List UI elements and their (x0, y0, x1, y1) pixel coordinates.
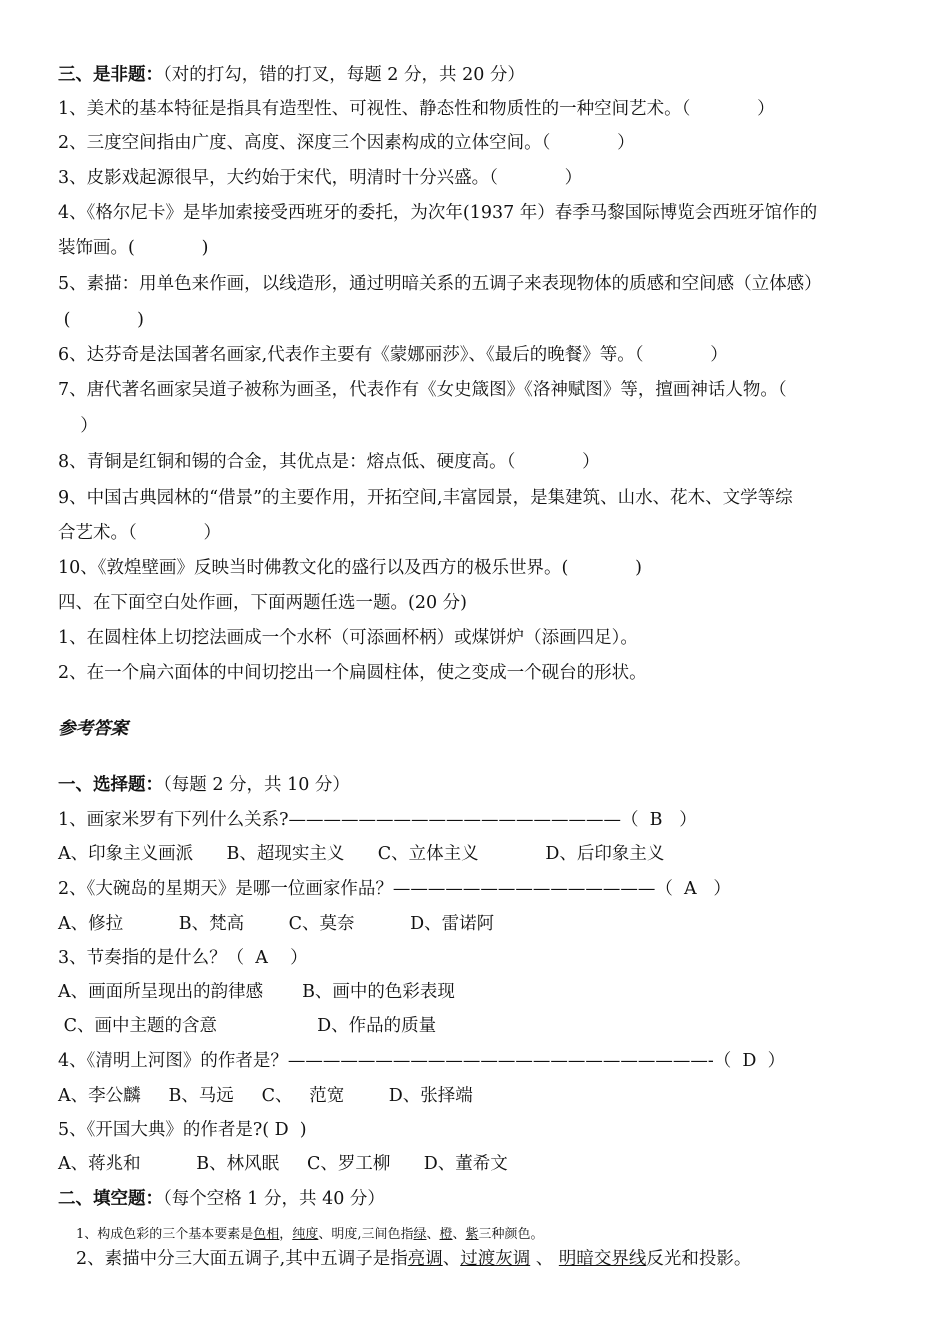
q1-separator: 、 (426, 1227, 440, 1242)
section3-item: 10、《敦煌壁画》反映当时佛教文化的盛行以及西方的极乐世界。( ) (58, 558, 642, 578)
section2-heading-line (58, 1188, 385, 1210)
section1-line: A、印象主义画派 B、超现实主义 C、立体主义 D、后印象主义 (58, 844, 665, 864)
q2-answer: 过渡灰调 (460, 1249, 531, 1269)
section3-item: 6、达芬奇是法国著名画家,代表作主要有《蒙娜丽莎》、《最后的晚餐》等。（ ） (58, 345, 728, 365)
q1-answer: 绿 (413, 1227, 427, 1242)
section1-line: 4、《清明上河图》的作者是？————————————————————————-（ D ） (58, 1051, 786, 1071)
section3-heading-note: （对的打勾，错的打叉，每题 2 分，共 20 分） (163, 65, 525, 85)
section1-line: C、画中主题的含意 D、作品的质量 (58, 1016, 437, 1036)
section4-item: 1、在圆柱体上切挖法画成一个水杯（可添画杯柄）或煤饼炉（添画四足）。 (58, 628, 638, 648)
q1-answer: 色相 (253, 1227, 280, 1242)
section1-heading-note: （每题 2 分，共 10 分） (163, 775, 350, 795)
q1-separator: 、 (452, 1227, 466, 1242)
q1-suffix: 三种颜色。 (478, 1227, 544, 1242)
q2-suffix: 反光和投影。 (646, 1249, 752, 1269)
section1-line: 2、《大碗岛的星期天》是哪一位画家作品？———————————————（ A ） (58, 879, 731, 899)
q1-answer: 橙 (439, 1227, 453, 1242)
section1-heading: 一、选择题： (58, 775, 163, 795)
q2-prefix: 2、素描中分三大面五调子,其中五调子是指 (76, 1249, 408, 1269)
section3-item: 4、《格尔尼卡》是毕加索接受西班牙的委托，为次年(1937 年）春季马黎国际博览会西班牙馆作的 (58, 203, 818, 223)
section3-item: ( ) (58, 310, 144, 330)
q2-separator: 、 (530, 1249, 559, 1269)
section1-line: A、蒋兆和 B、林风眠 C、罗工柳 D、董希文 (58, 1154, 508, 1174)
section3-item: 7、唐代著名画家吴道子被称为画圣，代表作有《女史箴图》《洛神赋图》等，擅画神话人物。（ (58, 380, 787, 400)
q1-answer: 纯度 (292, 1227, 319, 1242)
q1-middle: 、明度,三间色指 (318, 1227, 414, 1242)
q2-separator: 、 (442, 1249, 461, 1269)
section3-item: 合艺术。（ ） (58, 523, 222, 543)
section4-item: 2、在一个扁六面体的中间切挖出一个扁圆柱体，使之变成一个砚台的形状。 (58, 663, 647, 683)
section3-item: 2、三度空间指由广度、高度、深度三个因素构成的立体空间。（ ） (58, 133, 635, 153)
q1-answer: 紫 (465, 1227, 479, 1242)
section1-line: A、李公麟 B、马远 C、 范宽 D、张择端 (58, 1086, 473, 1106)
section3-item: 装饰画。( ) (58, 238, 209, 258)
q2-answer: 亮调 (407, 1249, 443, 1269)
section2-heading: 二、填空题： (58, 1189, 163, 1209)
section1-line: 1、画家米罗有下列什么关系?———————————————————（ B ） (58, 810, 697, 830)
section3-item: 5、素描：用单色来作画，以线造形，通过明暗关系的五调子来表现物体的质感和空间感（立体感） (58, 274, 822, 294)
section3-item: 9、中国古典园林的“借景”的主要作用，开拓空间,丰富园景，是集建筑、山水、花木、文学等综 (58, 488, 793, 508)
section3-item: ） (58, 416, 98, 436)
section3-heading-line (58, 64, 525, 86)
section3-item: 1、美术的基本特征是指具有造型性、可视性、静态性和物质性的一种空间艺术。（ ） (58, 99, 775, 119)
section1-line: A、画面所呈现出的韵律感 B、画中的色彩表现 (58, 982, 455, 1002)
section4-heading: 四、在下面空白处作画，下面两题任选一题。(20 分) (58, 593, 467, 613)
section3-item: 3、皮影戏起源很早，大约始于宋代，明清时十分兴盛。（ ） (58, 168, 583, 188)
fill-blank-question-2 (76, 1248, 751, 1270)
q1-separator: ， (279, 1227, 293, 1242)
section1-heading-line (58, 774, 350, 796)
section3-heading: 三、是非题： (58, 65, 163, 85)
fill-blank-question-1 (76, 1224, 544, 1246)
section3-item: 8、青铜是红铜和锡的合金，其优点是：熔点低、硬度高。（ ） (58, 452, 600, 472)
answers-title: 参考答案 (58, 719, 128, 739)
section1-line: A、修拉 B、梵高 C、莫奈 D、雷诺阿 (58, 914, 495, 934)
section1-line: 3、节奏指的是什么？（ A ） (58, 948, 308, 968)
q1-prefix: 1、构成色彩的三个基本要素是 (76, 1227, 254, 1242)
section1-line: 5、《开国大典》的作者是?( D ) (58, 1120, 307, 1140)
section2-heading-note: （每个空格 1 分，共 40 分） (163, 1189, 385, 1209)
q2-answer: 明暗交界线 (558, 1249, 647, 1269)
